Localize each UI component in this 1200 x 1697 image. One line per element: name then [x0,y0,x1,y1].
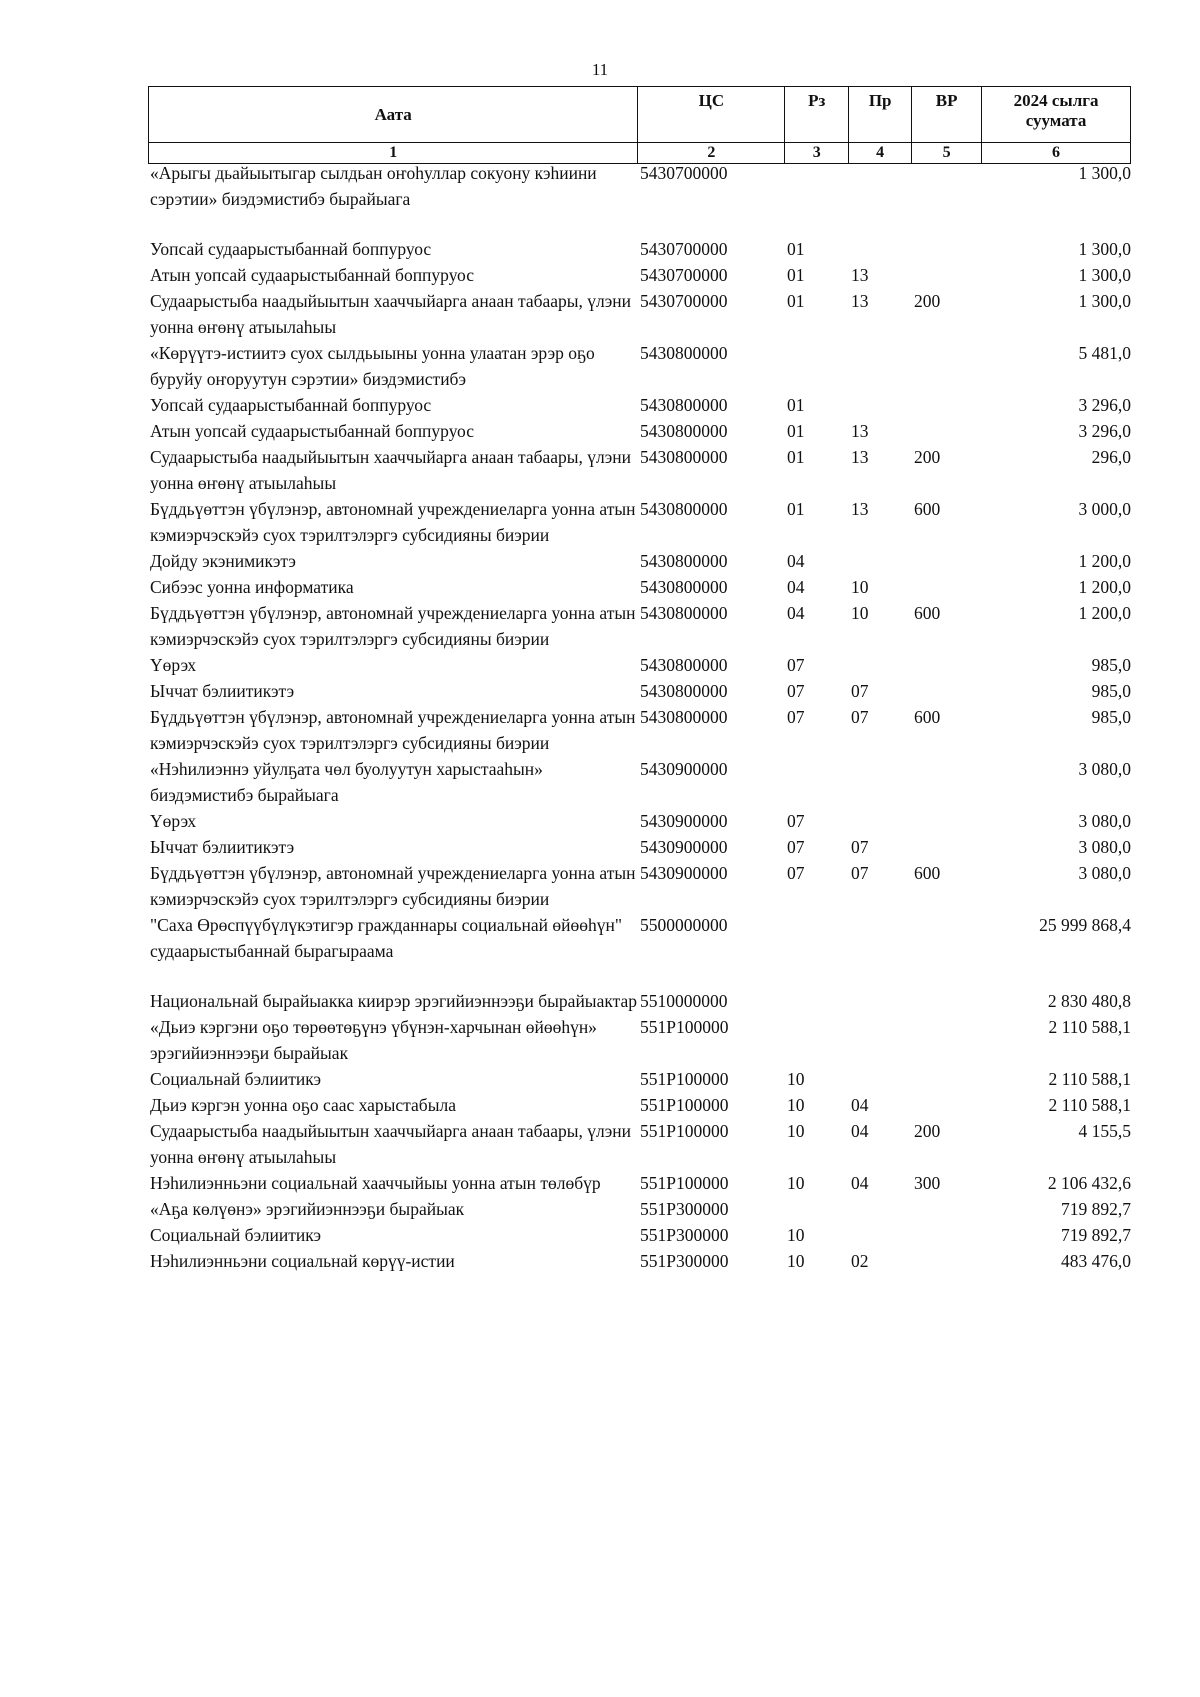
row-name: Атын уопсай судаарыстыбаннай боппуруос [150,265,474,285]
row-cs: 551P100000 [640,1121,729,1141]
row-pr: 10 [851,577,869,597]
row-name: «Аҕа көлүөнэ» эрэгийиэннээҕи бырайыак [150,1199,465,1219]
row-cs: 5430800000 [640,681,728,701]
row-pr: 07 [851,681,869,701]
table-row [150,1222,1131,1248]
row-pr: 07 [851,863,869,883]
row-name: Бүддьүөттэн үбүлэнэр, автономнай учреждениеларга уонна атын кэмиэрчэскэйэ суох тэрилтэлэргэ субсидияны биэрии [150,499,636,545]
table-row [150,574,1131,600]
table-row [150,1014,1131,1066]
row-sum: 2 110 588,1 [1048,1069,1131,1089]
header-num-2: 2 [638,143,785,164]
row-pr: 13 [851,421,869,441]
row-rz: 04 [787,551,805,571]
row-sum: 3 080,0 [1078,759,1131,779]
row-name: Уопсай судаарыстыбаннай боппуруос [150,395,432,415]
row-rz: 01 [787,265,805,285]
row-name: Ыччат бэлиитикэтэ [150,837,295,857]
row-sum: 3 000,0 [1078,499,1131,519]
row-cs: 5430800000 [640,551,728,571]
row-name: «Нэһилиэннэ уйулҕата чөл буолуутун харыстааһын» биэдэмистибэ бырайыага [150,759,543,805]
row-pr: 04 [851,1121,869,1141]
row-rz: 01 [787,421,805,441]
row-cs: 5430900000 [640,863,728,883]
table-row [150,444,1131,496]
header-cs: ЦС [638,87,785,143]
row-pr: 07 [851,837,869,857]
row-name: Нэһилиэнньэни социальнай көрүү-истии [150,1251,455,1271]
row-sum: 5 481,0 [1078,343,1131,363]
table-row [150,834,1131,860]
header-rz: Рз [785,87,849,143]
row-cs: 5430700000 [640,239,728,259]
row-rz: 07 [787,837,805,857]
row-rz: 07 [787,863,805,883]
row-cs: 5430700000 [640,163,728,183]
table-row [150,652,1131,678]
table-row [150,236,1131,262]
row-sum: 3 080,0 [1078,863,1131,883]
row-sum: 4 155,5 [1078,1121,1131,1141]
row-rz: 10 [787,1069,805,1089]
row-rz: 01 [787,239,805,259]
row-vr: 200 [914,447,941,467]
row-name: Бүддьүөттэн үбүлэнэр, автономнай учреждениеларга уонна атын кэмиэрчэскэйэ суох тэрилтэлэргэ субсидияны биэрии [150,603,636,649]
row-sum: 719 892,7 [1061,1225,1131,1245]
table-row [150,678,1131,704]
row-sum: 3 080,0 [1078,811,1131,831]
row-rz: 07 [787,655,805,675]
row-rz: 07 [787,811,805,831]
row-vr: 600 [914,603,941,623]
row-name: «Дьиэ кэргэни оҕо төрөөтөҕүнэ үбүнэн-харчынан өйөөһүн» эрэгийиэннээҕи бырайыак [150,1017,597,1063]
table-row [150,1248,1131,1274]
row-sum: 719 892,7 [1061,1199,1131,1219]
table-row [150,340,1131,392]
row-pr: 07 [851,707,869,727]
row-cs: 551P100000 [640,1017,729,1037]
row-name: Үөрэх [150,655,197,675]
row-cs: 5430800000 [640,395,728,415]
row-name: Бүддьүөттэн үбүлэнэр, автономнай учреждениеларга уонна атын кэмиэрчэскэйэ суох тэрилтэлэргэ субсидияны биэрии [150,707,636,753]
row-sum: 2 110 588,1 [1048,1017,1131,1037]
table-row [150,600,1131,652]
row-rz: 10 [787,1121,805,1141]
row-sum: 985,0 [1091,707,1131,727]
table-row [150,1118,1131,1170]
row-rz: 01 [787,447,805,467]
table-row [150,1170,1131,1196]
row-cs: 5430800000 [640,707,728,727]
row-cs: 5500000000 [640,915,728,935]
table-row [150,418,1131,444]
row-sum: 1 200,0 [1078,603,1131,623]
row-cs: 5430800000 [640,655,728,675]
row-name: Уопсай судаарыстыбаннай боппуруос [150,239,432,259]
row-sum: 985,0 [1091,681,1131,701]
row-cs: 5430800000 [640,603,728,623]
table-row [150,262,1131,288]
row-cs: 551P100000 [640,1173,729,1193]
row-cs: 5430800000 [640,343,728,363]
row-sum: 1 200,0 [1078,577,1131,597]
header-sum: 2024 сылга суумата [982,87,1131,143]
table-row [150,988,1131,1014]
table-row [150,496,1131,548]
row-sum: 2 110 588,1 [1048,1095,1131,1115]
table-row [150,704,1131,756]
row-name: Социальнай бэлиитикэ [150,1069,322,1089]
row-pr: 04 [851,1095,869,1115]
row-rz: 07 [787,681,805,701]
row-name: Ыччат бэлиитикэтэ [150,681,295,701]
row-cs: 551P300000 [640,1199,729,1219]
table-row [150,160,1131,212]
row-name: Үөрэх [150,811,197,831]
header-num-6: 6 [982,143,1131,164]
row-vr: 600 [914,707,941,727]
row-sum: 296,0 [1091,447,1131,467]
table-row [150,392,1131,418]
table-row [150,860,1131,912]
table-row [150,912,1131,964]
row-sum: 2 106 432,6 [1047,1173,1131,1193]
header-pr: Пр [849,87,912,143]
row-name: Дойду экэнимикэтэ [150,551,296,571]
row-cs: 5430900000 [640,811,728,831]
row-sum: 985,0 [1091,655,1131,675]
row-cs: 5430900000 [640,759,728,779]
row-rz: 10 [787,1225,805,1245]
row-name: Судаарыстыба наадыйыытын хааччыйарга анаан табаары, үлэни уонна өҥөнү атыылаһыы [150,447,632,493]
row-name: Бүддьүөттэн үбүлэнэр, автономнай учреждениеларга уонна атын кэмиэрчэскэйэ суох тэрилтэлэргэ субсидияны биэрии [150,863,636,909]
row-rz: 01 [787,291,805,311]
row-cs: 5430800000 [640,499,728,519]
row-cs: 5430800000 [640,421,728,441]
table-header [148,86,1131,164]
row-vr: 600 [914,863,941,883]
row-sum: 3 080,0 [1078,837,1131,857]
row-name: "Саха Өрөспүүбүлүкэтигэр гражданнары социальнай өйөөһүн" судаарыстыбаннай бырагыраама [150,915,622,961]
row-pr: 13 [851,499,869,519]
header-num-5: 5 [912,143,982,164]
table-row [150,288,1131,340]
row-sum: 1 300,0 [1078,265,1131,285]
row-sum: 3 296,0 [1078,395,1131,415]
row-sum: 483 476,0 [1061,1251,1131,1271]
row-pr: 13 [851,447,869,467]
table-row [150,1092,1131,1118]
row-name: «Көрүүтэ-истиитэ суох сылдьыыны уонна улаатан эрэр оҕо буруйу оҥоруутун сэрэтии» биэдэмистибэ [150,343,595,389]
row-cs: 5510000000 [640,991,728,1011]
row-rz: 01 [787,395,805,415]
row-cs: 551P100000 [640,1069,729,1089]
row-name: Дьиэ кэргэн уонна оҕо саас харыстабыла [150,1095,456,1115]
row-sum: 1 300,0 [1078,163,1131,183]
row-name: Атын уопсай судаарыстыбаннай боппуруос [150,421,474,441]
row-cs: 5430800000 [640,447,728,467]
row-vr: 300 [914,1173,941,1193]
row-cs: 5430700000 [640,265,728,285]
row-name: Нэһилиэнньэни социальнай хааччыйыы уонна атын төлөбүр [150,1173,601,1193]
row-cs: 551P300000 [640,1251,729,1271]
row-rz: 10 [787,1173,805,1193]
row-sum: 25 999 868,4 [1039,915,1131,935]
row-rz: 01 [787,499,805,519]
row-rz: 10 [787,1095,805,1115]
table-row [150,1066,1131,1092]
row-cs: 551P100000 [640,1095,729,1115]
row-vr: 600 [914,499,941,519]
row-name: Судаарыстыба наадыйыытын хааччыйарга анаан табаары, үлэни уонна өҥөнү атыылаһыы [150,291,632,337]
row-rz: 10 [787,1251,805,1271]
row-cs: 5430700000 [640,291,728,311]
row-pr: 10 [851,603,869,623]
header-num-3: 3 [785,143,849,164]
table-row [150,1196,1131,1222]
row-rz: 04 [787,603,805,623]
row-pr: 13 [851,265,869,285]
header-num-4: 4 [849,143,912,164]
table-row [150,548,1131,574]
row-sum: 1 200,0 [1078,551,1131,571]
row-sum: 1 300,0 [1078,239,1131,259]
row-vr: 200 [914,291,941,311]
row-cs: 5430800000 [640,577,728,597]
row-vr: 200 [914,1121,941,1141]
row-cs: 551P300000 [640,1225,729,1245]
row-cs: 5430900000 [640,837,728,857]
header-vr: ВР [912,87,982,143]
row-name: Национальнай бырайыакка киирэр эрэгийиэннээҕи бырайыактар [150,991,637,1011]
row-name: «Арыгы дьайыытыгар сылдьан оҥоһуллар сокуону кэһиини сэрэтии» биэдэмистибэ бырайыага [150,163,597,209]
row-sum: 2 830 480,8 [1047,991,1131,1011]
row-name: Социальнай бэлиитикэ [150,1225,322,1245]
table-body [150,160,1131,1274]
row-pr: 13 [851,291,869,311]
header-num-1: 1 [149,143,638,164]
table-row [150,808,1131,834]
header-name: Аата [149,87,638,143]
table-row [150,756,1131,808]
row-rz: 07 [787,707,805,727]
row-rz: 04 [787,577,805,597]
row-sum: 1 300,0 [1078,291,1131,311]
row-pr: 02 [851,1251,869,1271]
row-pr: 04 [851,1173,869,1193]
row-name: Сибээс уонна информатика [150,577,354,597]
row-sum: 3 296,0 [1078,421,1131,441]
row-name: Судаарыстыба наадыйыытын хааччыйарга анаан табаары, үлэни уонна өҥөнү атыылаһыы [150,1121,632,1167]
page-number: 11 [591,60,609,79]
